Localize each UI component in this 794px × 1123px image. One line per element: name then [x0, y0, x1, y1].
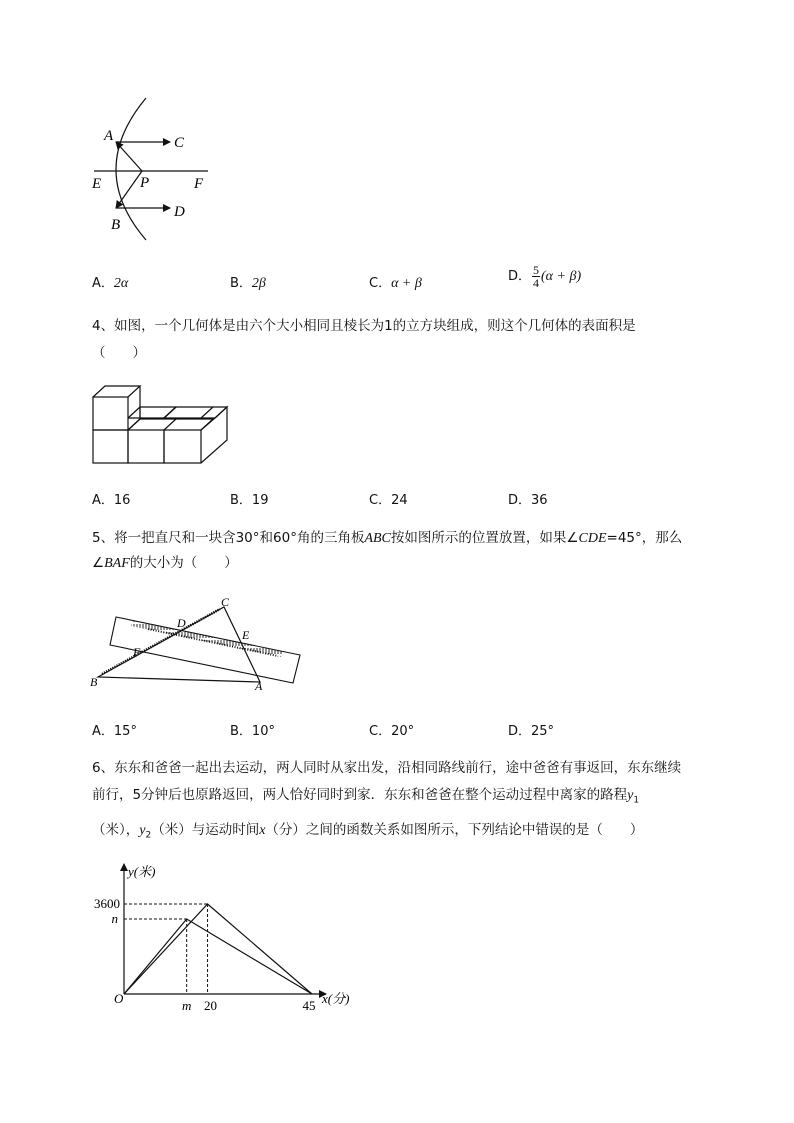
q4-stem-line1: 4、如图，一个几何体是由六个大小相同且棱长为1的立方块组成，则这个几何体的表面积是 [92, 318, 636, 334]
q3-label-p: P [140, 175, 150, 191]
q4-lower-top-back-divider-2 [164, 407, 176, 418]
q3-option-c-letter: C． [369, 276, 392, 291]
q6-series-y2 [124, 919, 312, 994]
q3-label-e: E [92, 176, 102, 192]
q5-stem-baf: BAF [104, 556, 130, 571]
q3-label-a: A [104, 128, 114, 144]
q4-cube-figure [90, 383, 232, 467]
q4-option-c-value: 24 [391, 493, 408, 508]
q5-option-c-value: 20° [391, 724, 415, 739]
q5-option-c-letter: C． [369, 724, 392, 739]
q4-option-d-value: 36 [531, 493, 548, 508]
q4-option-a-letter: A． [92, 493, 114, 508]
q4-cube-top-depth [93, 386, 140, 397]
q3-label-f: F [194, 176, 204, 192]
q4-option-b-value: 19 [251, 493, 269, 508]
q4-lower-top-surface [140, 407, 227, 419]
q4-option-a-value: 16 [113, 493, 131, 508]
q4-cube-front-3 [164, 430, 201, 463]
q5-stem-part2: 按如图所示的位置放置，如果∠ [390, 530, 579, 546]
q3-option-c[interactable] [369, 272, 422, 292]
q4-lower-top-back-divider-3 [201, 407, 213, 418]
q6-stem-line3-c: （分）之间的函数关系如图所示，下列结论中错误的是（ ） [265, 822, 644, 838]
q5-label-d: D [177, 616, 186, 630]
q4-lower-top-edge-1 [128, 419, 140, 430]
q5-label-f: F [133, 645, 141, 659]
q6-x-tick-20: 20 [204, 998, 218, 1013]
q6-y-axis-label: y(米) [128, 864, 156, 879]
q5-option-b[interactable] [230, 720, 275, 739]
q4-option-d[interactable] [508, 489, 548, 508]
q6-stem-y1: y [627, 788, 634, 803]
q3-option-d-value: (α + β) [541, 269, 582, 284]
q6-x-tick-45: 45 [302, 998, 316, 1013]
q6-series-y1 [124, 904, 312, 994]
q3-option-a-letter: A． [92, 276, 114, 291]
q3-option-d-denominator: 4 [533, 276, 540, 290]
q3-option-b[interactable] [230, 272, 266, 292]
q6-x-axis-label: x(分) [322, 991, 350, 1006]
q6-origin-label: O [114, 991, 124, 1006]
q4-option-c-letter: C． [369, 493, 392, 508]
q4-option-d-letter: D． [508, 493, 532, 508]
q5-stem-angle: ∠ [92, 555, 105, 571]
q5-stem-part1: 5、将一把直尺和一块含30°和60°角的三角板 [92, 530, 365, 546]
q5-option-c[interactable] [369, 720, 414, 739]
q3-option-d-letter: D． [508, 269, 532, 284]
q3-option-d[interactable] [508, 264, 581, 289]
q3-label-c: C [174, 135, 185, 151]
q5-option-d-letter: D． [508, 724, 532, 739]
q4-option-a[interactable] [92, 489, 130, 508]
q6-stem-line3-a: （米）， [92, 822, 140, 838]
q5-ruler-ticks [131, 620, 282, 657]
q3-ray-pb [116, 171, 142, 208]
q5-option-a-letter: A． [92, 724, 114, 739]
q4-option-c[interactable] [369, 489, 408, 508]
q3-option-c-value: α + β [391, 276, 422, 291]
q5-label-a: A [255, 679, 263, 692]
q6-distance-time-chart [86, 856, 366, 1016]
q3-option-b-value: 2β [251, 276, 266, 291]
q5-stem-part3: =45°，那么 [606, 530, 683, 546]
q3-label-d: D [174, 204, 185, 220]
q5-label-c: C [221, 595, 230, 609]
q4-lower-top-back-divider [128, 407, 140, 418]
q3-ray-pa [116, 142, 142, 171]
q5-option-d-value: 25° [531, 724, 555, 739]
q4-right-side-face [201, 407, 227, 463]
q6-y-tick-3600: 3600 [94, 896, 120, 911]
q5-stem-abc: ABC [364, 531, 391, 546]
q6-stem-x: x [259, 823, 266, 838]
q4-option-b-letter: B． [230, 493, 252, 508]
q6-stem-line3 [92, 824, 643, 841]
q4-stem-line2: （ ） [92, 345, 146, 361]
q5-ruler-triangle-figure [88, 592, 308, 692]
q4-cube-front-2 [128, 430, 164, 463]
q5-stem-line2 [92, 557, 238, 571]
q6-stem-line2 [92, 789, 639, 806]
q3-label-b: B [111, 217, 121, 233]
q6-stem-y2: y [139, 823, 146, 838]
q4-cube-front-1 [93, 430, 128, 463]
q6-stem-y1-sub: 1 [633, 795, 640, 806]
q5-label-e: E [242, 628, 250, 642]
q5-option-d[interactable] [508, 720, 554, 739]
q3-option-b-letter: B． [230, 276, 252, 291]
q3-figure [80, 90, 230, 250]
q5-stem-tail: 的大小为（ ） [129, 555, 238, 571]
q5-option-b-value: 10° [251, 724, 275, 739]
q4-lower-top-edge-2 [164, 419, 176, 430]
q6-stem-y2-sub: 2 [145, 830, 152, 841]
q5-stem-cde: CDE [578, 531, 607, 546]
q6-stem-line3-b: （米）与运动时间 [151, 822, 260, 838]
q3-option-a[interactable] [92, 272, 128, 292]
q4-cube-front-top [93, 397, 128, 430]
q5-stem-line1 [92, 532, 682, 546]
q5-option-a[interactable] [92, 720, 137, 739]
q3-option-d-numerator: 5 [533, 263, 540, 277]
q3-mirror-arc [116, 98, 146, 240]
q6-stem-line2-text: 前行，5分钟后也原路返回，两人恰好同时到家．东东和爸爸在整个运动过程中离家的路程 [92, 787, 628, 803]
q5-option-a-value: 15° [113, 724, 137, 739]
q6-x-tick-m: m [181, 998, 192, 1013]
q5-label-b: B [90, 675, 98, 689]
q6-y-tick-n: n [111, 911, 118, 926]
q6-stem-line1: 6、东东和爸爸一起出去运动，两人同时从家出发，沿相同路线前行，途中爸爸有事返回，东东继续 [92, 760, 682, 776]
q4-option-b[interactable] [230, 489, 268, 508]
q3-option-d-fraction [532, 264, 540, 289]
q3-option-a-value: 2α [113, 276, 129, 291]
q5-option-b-letter: B． [230, 724, 252, 739]
